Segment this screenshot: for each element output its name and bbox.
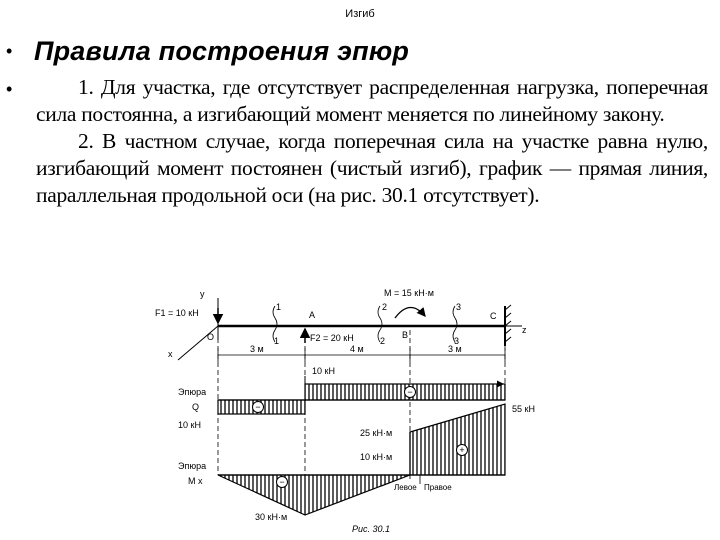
point-a-label: A bbox=[309, 310, 316, 320]
slide-title: Правила построения эпюр bbox=[34, 36, 410, 66]
m-value-c: 55 кН bbox=[512, 404, 535, 414]
section-3-bottom: 3 bbox=[454, 336, 460, 346]
shear-force-diagram bbox=[218, 376, 505, 414]
force-f1-label: F1 = 10 кН bbox=[155, 308, 199, 318]
section-2-bottom: 2 bbox=[380, 336, 386, 346]
m-plot-symbol: M x bbox=[188, 476, 203, 486]
label-left: Левое bbox=[394, 483, 417, 492]
dim-bc-label: 3 м bbox=[448, 344, 462, 354]
point-b-label: B bbox=[402, 330, 409, 340]
bullet-marker: • bbox=[6, 79, 13, 99]
point-o-label: O bbox=[207, 332, 215, 342]
bullet-marker: • bbox=[6, 41, 13, 61]
m-fill-negative bbox=[218, 475, 410, 515]
moment-label: M = 15 кН·м bbox=[384, 288, 434, 298]
axis-x-label: x bbox=[168, 349, 173, 359]
m-value-b-right: 25 кН·м bbox=[360, 428, 393, 438]
moment-arc bbox=[395, 307, 425, 318]
section-1-top: 1 bbox=[276, 302, 282, 312]
axis-y-label: y bbox=[200, 289, 205, 299]
figure-caption: Рис. 30.1 bbox=[352, 524, 391, 534]
q-value-ac: 10 кН bbox=[312, 366, 335, 376]
dim-oa-label: 3 м bbox=[250, 344, 264, 354]
m-value-b-left: 10 кН·м bbox=[360, 452, 393, 462]
q-plot-label: Эпюра bbox=[178, 387, 207, 397]
q-value-oa: 10 кН bbox=[178, 420, 201, 430]
slide-header: Изгиб bbox=[345, 8, 375, 20]
section-3-top: 3 bbox=[456, 302, 462, 312]
rule-1: 1. Для участка, где отсутствует распределенная нагрузка, поперечная сила постоянна, а изгибающий момент меняется по линейному закону. bbox=[36, 75, 708, 126]
point-c-label: C bbox=[490, 311, 497, 321]
axis-z-label: z bbox=[522, 325, 527, 335]
force-f2-label: F2 = 20 кН bbox=[310, 333, 354, 343]
minus-sign: − bbox=[279, 477, 285, 487]
minus-sign: − bbox=[407, 387, 413, 397]
label-right: Правое bbox=[424, 483, 452, 492]
section-2-top: 2 bbox=[382, 302, 388, 312]
m-plot-label: Эпюра bbox=[178, 461, 207, 471]
minus-sign: − bbox=[255, 402, 261, 412]
m-value-a: 30 кН·м bbox=[255, 512, 288, 522]
rule-2: 2. В частном случае, когда поперечная сила на участке равна нулю, изгибающий момент постоянен (чистый изгиб), график — прямая линия, параллельная продольной оси (на рис. 30.1 отсутствует). bbox=[36, 129, 708, 207]
dim-ab-label: 4 м bbox=[350, 344, 364, 354]
plus-sign: + bbox=[459, 445, 465, 455]
section-1-bottom: 1 bbox=[274, 336, 280, 346]
m-fill-positive bbox=[410, 404, 505, 475]
q-plot-symbol: Q bbox=[192, 402, 200, 412]
